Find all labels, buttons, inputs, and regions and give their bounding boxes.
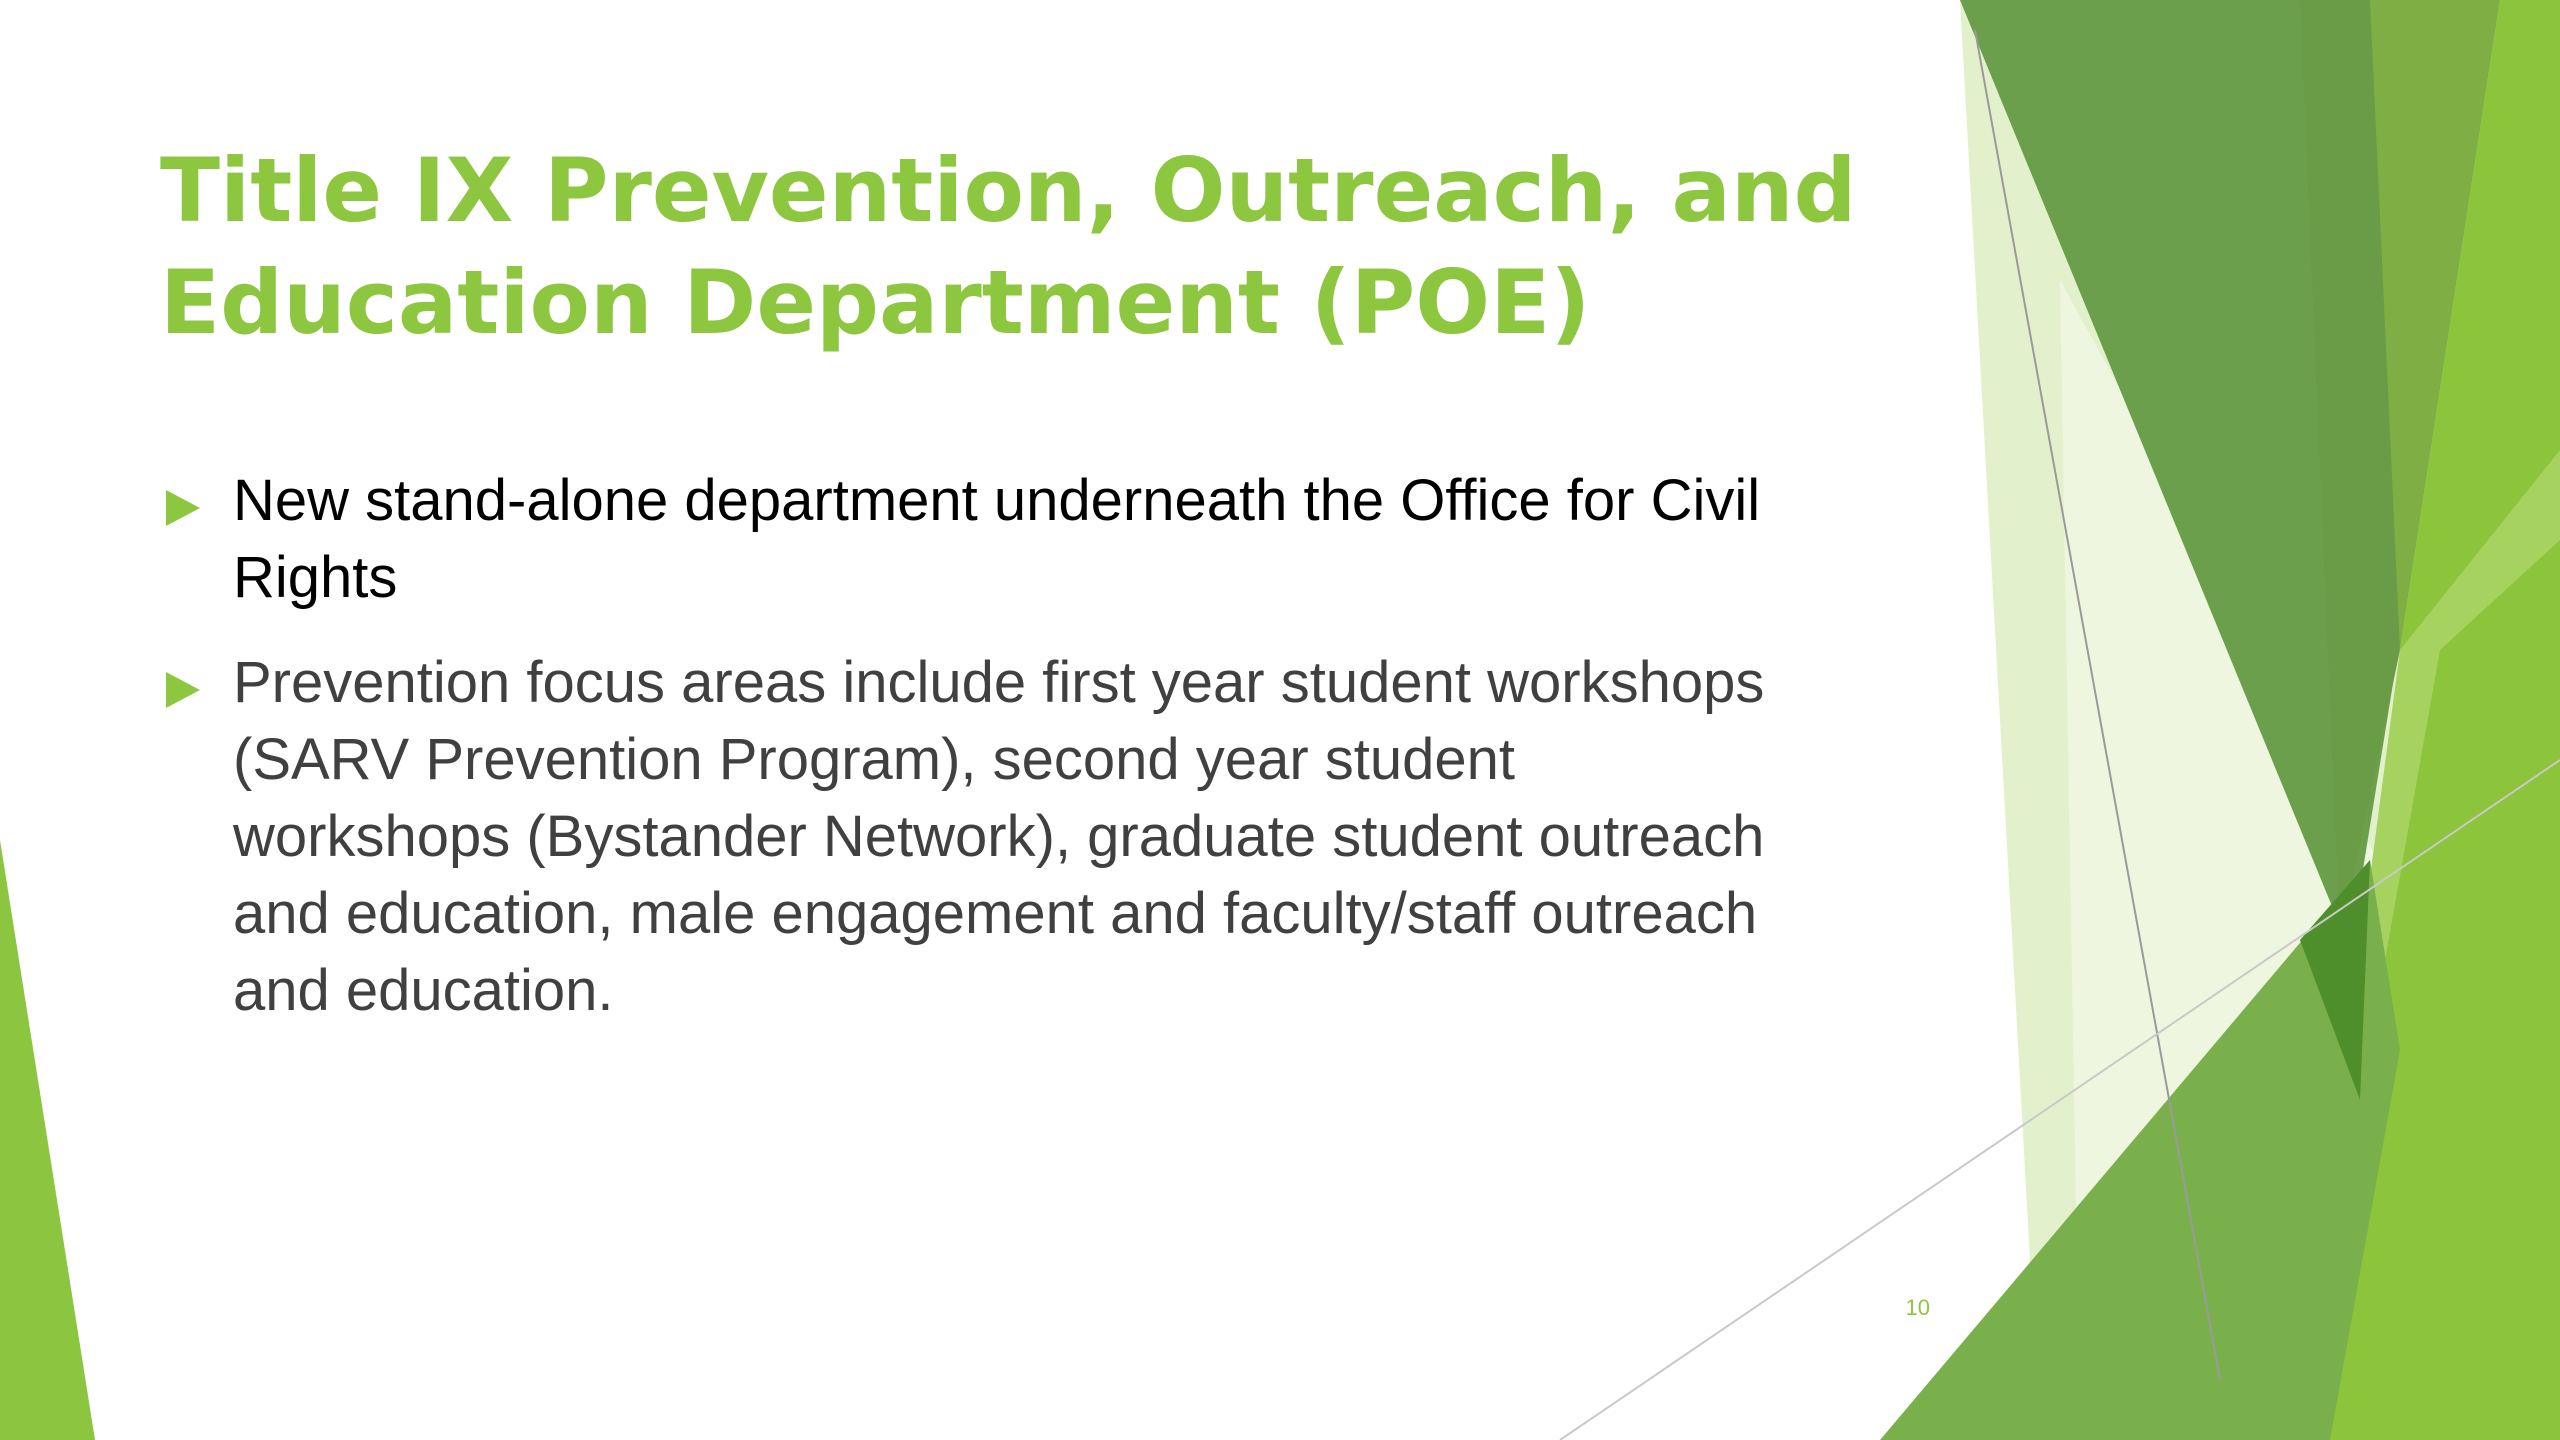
- bullet-line: (SARV Prevention Program), second year student: [233, 727, 1516, 792]
- bullet-item: [160, 462, 1960, 616]
- slide-title-line-1: Title IX Prevention, Outreach, and: [160, 139, 1857, 242]
- bullet-item: [160, 644, 1960, 1029]
- page-number: 10: [1905, 1295, 1930, 1320]
- slide-title: [160, 135, 1960, 359]
- right-triangle-icon: [166, 672, 200, 708]
- left-green-wedge: [0, 840, 95, 1440]
- bullet-line: and education.: [233, 958, 614, 1023]
- bullet-text: [233, 644, 1960, 1029]
- bullet-line: Prevention focus areas include first year student workshops: [233, 650, 1765, 715]
- bullet-line: New stand-alone department underneath the Office for Civil: [233, 468, 1761, 533]
- slide-title-line-2: Education Department (POE): [160, 251, 1591, 354]
- right-triangle-icon: [166, 490, 200, 526]
- bullet-list: [160, 462, 1960, 1057]
- bullet-text: [233, 462, 1960, 616]
- bullet-line: and education, male engagement and faculty/staff outreach: [233, 881, 1758, 946]
- bullet-line: workshops (Bystander Network), graduate student outreach: [233, 804, 1765, 869]
- bullet-line: Rights: [233, 545, 398, 610]
